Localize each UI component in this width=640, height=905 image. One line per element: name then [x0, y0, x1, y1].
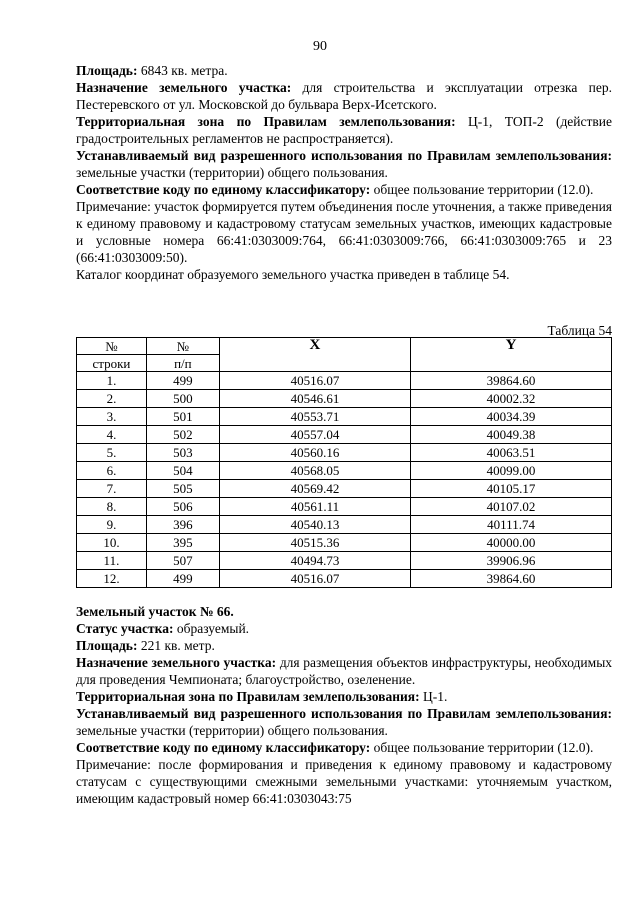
point-number-cell: 396 [146, 516, 219, 534]
zone-line [76, 113, 612, 147]
point-number-cell: 500 [146, 390, 219, 408]
x-cell: 40516.07 [219, 372, 410, 390]
zone-label: Территориальная зона по Правилам землепользования: [76, 114, 456, 129]
code-value: общее пользование территории (12.0). [373, 182, 594, 197]
x-cell: 40569.42 [219, 480, 410, 498]
y-cell: 40002.32 [411, 390, 612, 408]
x-cell: 40560.16 [219, 444, 410, 462]
row-number-cell: 5. [77, 444, 147, 462]
status-value: образуемый. [176, 621, 250, 636]
point-number-cell: 504 [146, 462, 219, 480]
parcel-title-text: Земельный участок № 66. [76, 604, 234, 619]
x-cell: 40515.36 [219, 534, 410, 552]
row-number-cell: 10. [77, 534, 147, 552]
point-number-cell: 499 [146, 372, 219, 390]
area-value: 6843 кв. метра. [140, 63, 228, 78]
point-number-cell: 501 [146, 408, 219, 426]
x-cell: 40557.04 [219, 426, 410, 444]
row-number-cell: 11. [77, 552, 147, 570]
purpose-line-2 [76, 654, 612, 688]
purpose-value-2: для размещения объектов инфраструктуры, необходимых для проведения Чемпионата; благоустройство, озеленение. [76, 655, 613, 687]
note-text-2: Примечание: после формирования и приведения к единому правовому и кадастровому статусам с существующими смежными земельными участками: уточняемым участком, имеющим кадастровый номер 66:41:0303043:75 [76, 757, 612, 806]
zone-label-2: Территориальная зона по Правилам землепользования: [76, 689, 420, 704]
row-number-cell: 8. [77, 498, 147, 516]
row-number-cell: 3. [77, 408, 147, 426]
parcel-section-1 [76, 62, 612, 283]
x-cell: 40561.11 [219, 498, 410, 516]
x-cell: 40568.05 [219, 462, 410, 480]
row-number-cell: 7. [77, 480, 147, 498]
x-cell: 40494.73 [219, 552, 410, 570]
zone-value: Ц-1, ТОП-2 (действие градостроительных регламентов не распространяется). [76, 114, 613, 146]
code-label-2: Соответствие коду по единому классификатору: [76, 740, 371, 755]
catalog-text: Каталог координат образуемого земельного участка приведен в таблице 54. [76, 267, 510, 282]
y-cell: 40000.00 [411, 534, 612, 552]
table-row [77, 516, 612, 534]
y-cell: 40034.39 [411, 408, 612, 426]
y-cell: 40107.02 [411, 498, 612, 516]
code-line-2 [76, 739, 612, 756]
table-row [77, 570, 612, 588]
header-row-number-top: № [77, 338, 147, 355]
row-number-cell: 4. [77, 426, 147, 444]
y-cell: 40099.00 [411, 462, 612, 480]
table-row [77, 552, 612, 570]
header-row-number-bottom: строки [77, 355, 147, 372]
table-header-row [77, 338, 612, 355]
use-line-2 [76, 705, 612, 739]
y-cell: 40111.74 [411, 516, 612, 534]
x-cell: 40540.13 [219, 516, 410, 534]
header-point-number-bottom: п/п [146, 355, 219, 372]
parcel-title [76, 603, 612, 620]
row-number-cell: 1. [77, 372, 147, 390]
y-cell: 40049.38 [411, 426, 612, 444]
header-y: Y [411, 338, 612, 372]
table-row [77, 390, 612, 408]
area-line-2 [76, 637, 612, 654]
row-number-cell: 2. [77, 390, 147, 408]
point-number-cell: 502 [146, 426, 219, 444]
code-value-2: общее пользование территории (12.0). [373, 740, 594, 755]
header-point-number-top: № [146, 338, 219, 355]
area-label-2: Площадь: [76, 638, 138, 653]
area-line [76, 62, 612, 79]
point-number-cell: 499 [146, 570, 219, 588]
table-row [77, 498, 612, 516]
note-text: Примечание: участок формируется путем объединения после уточнения, а также приведения к единому правовому и кадастровому статусам земельных участков, имеющих кадастровые и условные номера 66:41:0303009:764, 66:41:0303009:766, 66:41:0303009:765 и 23 (66:41:0303009:50). [76, 199, 613, 265]
row-number-cell: 12. [77, 570, 147, 588]
code-label: Соответствие коду по единому классификатору: [76, 182, 371, 197]
point-number-cell: 507 [146, 552, 219, 570]
point-number-cell: 395 [146, 534, 219, 552]
table-row [77, 480, 612, 498]
table-row [77, 426, 612, 444]
use-label: Устанавливаемый вид разрешенного использования по Правилам землепользования: [76, 148, 612, 163]
area-label: Площадь: [76, 63, 138, 78]
point-number-cell: 506 [146, 498, 219, 516]
use-label-2: Устанавливаемый вид разрешенного использования по Правилам землепользования: [76, 706, 612, 721]
table-row [77, 408, 612, 426]
purpose-value: для строительства и эксплуатации отрезка пер. Пестеревского от ул. Московской до бульвара Верх-Исетского. [76, 80, 613, 112]
table-row [77, 444, 612, 462]
purpose-line [76, 79, 612, 113]
row-number-cell: 6. [77, 462, 147, 480]
table-row [77, 534, 612, 552]
area-value-2: 221 кв. метр. [140, 638, 215, 653]
coordinates-table [76, 337, 612, 588]
y-cell: 39906.96 [411, 552, 612, 570]
header-x: X [219, 338, 410, 372]
point-number-cell: 503 [146, 444, 219, 462]
table-row [77, 372, 612, 390]
row-number-cell: 9. [77, 516, 147, 534]
y-cell: 39864.60 [411, 372, 612, 390]
purpose-label: Назначение земельного участка: [76, 80, 292, 95]
y-cell: 39864.60 [411, 570, 612, 588]
use-value-2: земельные участки (территории) общего пользования. [76, 723, 388, 738]
x-cell: 40553.71 [219, 408, 410, 426]
table-row [77, 462, 612, 480]
zone-value-2: Ц-1. [422, 689, 448, 704]
parcel-section-2 [76, 603, 612, 807]
point-number-cell: 505 [146, 480, 219, 498]
use-value: земельные участки (территории) общего пользования. [76, 165, 388, 180]
y-cell: 40063.51 [411, 444, 612, 462]
page-number: 90 [313, 39, 327, 54]
status-label: Статус участка: [76, 621, 174, 636]
use-line [76, 147, 612, 181]
table-caption: Таблица 54 [547, 323, 612, 338]
zone-line-2 [76, 688, 612, 705]
purpose-label-2: Назначение земельного участка: [76, 655, 277, 670]
status-line [76, 620, 612, 637]
table-body [77, 372, 612, 588]
y-cell: 40105.17 [411, 480, 612, 498]
code-line [76, 181, 612, 198]
x-cell: 40546.61 [219, 390, 410, 408]
x-cell: 40516.07 [219, 570, 410, 588]
